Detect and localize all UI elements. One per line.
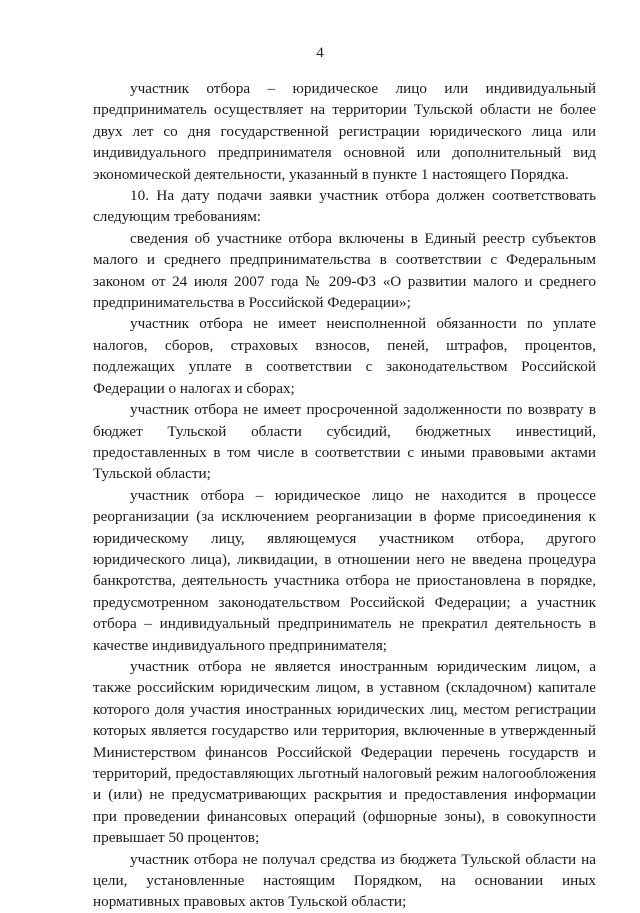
paragraph-item-10-intro: 10. На дату подачи заявки участник отбора должен соответствовать следующим требованиям: <box>93 187 596 226</box>
paragraph-no-tax-debt: участник отбора не имеет неисполненной обязанности по уплате налогов, сборов, страховых взносов, пеней, штрафов, процентов, подлежащих уплате в соответствии с законодательством Российской Федерации о налогах и сборах; <box>93 315 596 397</box>
paragraph-registration-term: участник отбора – юридическое лицо или индивидуальный предприниматель осуществляет на территории Тульской области не более двух лет со дня государственной регистрации юридического лица или индивидуального предпринимателя основной или дополнительный вид экономической деятельности, указанный в пункте 1 настоящего Порядка. <box>93 80 596 183</box>
page-number: 4 <box>316 45 324 61</box>
document-body <box>93 78 596 913</box>
paragraph-not-foreign-entity: участник отбора не является иностранным юридическим лицом, а также российским юридическим лицом, в уставном (складочном) капитале которого доля участия иностранных юридических лиц, местом регистрации которых является государство или территория, включенные в утвержденный Министерством финансов Российской Федерации перечень государств и территорий, предоставляющих льготный налоговый режим налогообложения и (или) не предусматривающих раскрытия и предоставления информации при проведении финансовых операций (офшорные зоны), в совокупности превышает 50 процентов; <box>93 657 596 847</box>
paragraph-no-reorganization: участник отбора – юридическое лицо не находится в процессе реорганизации (за исключением реорганизации в форме присоединения к юридическому лицу, являющемуся участником отбора, другого юридического лица), ликвидации, в отношении него не введена процедура банкротства, деятельность участника отбора не приостановлена в порядке, предусмотренном законодательством Российской Федерации; а участник отбора – индивидуальный предприниматель не прекратил деятельность в качестве индивидуального предпринимателя; <box>93 486 596 654</box>
paragraph-no-duplicate-funding: участник отбора не получал средства из бюджета Тульской области на цели, установленные настоящим Порядком, на основании иных нормативных правовых актов Тульской области; <box>93 850 596 911</box>
paragraph-no-budget-arrears: участник отбора не имеет просроченной задолженности по возврату в бюджет Тульской области субсидий, бюджетных инвестиций, предоставленных в том числе в соответствии с иными правовыми актами Тульской области; <box>93 401 596 483</box>
paragraph-sme-registry: сведения об участнике отбора включены в Единый реестр субъектов малого и среднего предпринимательства в соответствии с Федеральным законом от 24 июля 2007 года № 209-ФЗ «О развитии малого и среднего предпринимательства в Российской Федерации»; <box>93 229 596 312</box>
